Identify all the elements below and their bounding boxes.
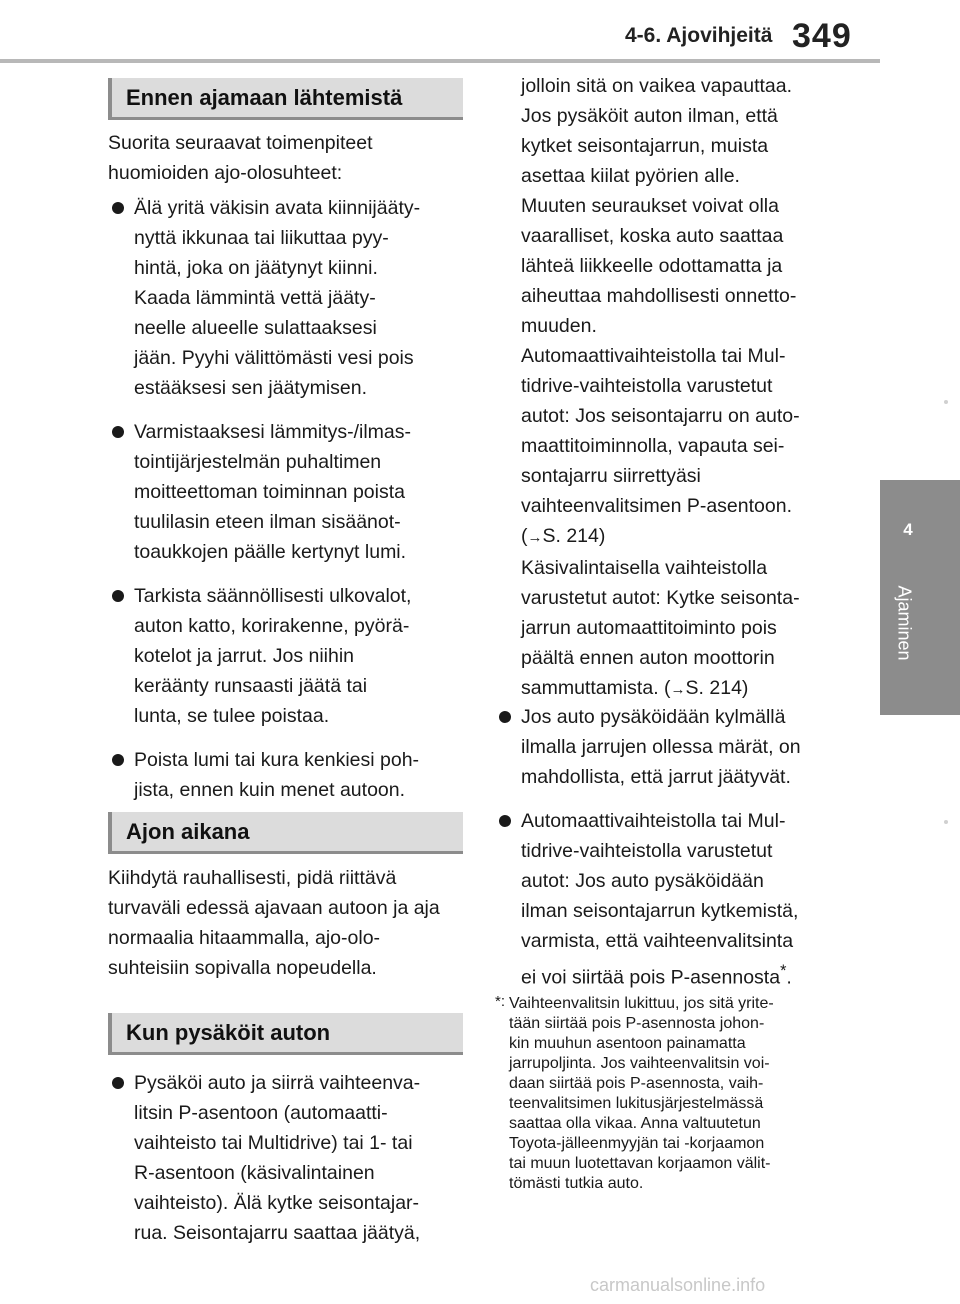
watermark: carmanualsonline.info	[590, 1275, 766, 1295]
list-item: Automaattivaihteistolla tai Mul- tidrive-vaihteistolla varustetut autot: Jos auto pysäköidään ilman seisontajarrun kytkemistä, varmista, että vaihteenvalitsinta ei voi siirtää pois P-asennosta*.	[495, 806, 850, 993]
list-item: Varmistaaksesi lämmitys-/ilmas- tointijärjestelmän puhaltimen moitteettoman toiminnan poista tuulilasin eteen ilman sisäänot- toaukkojen päälle kertynyt lumi.	[108, 417, 468, 567]
intro-text: Suorita seuraavat toimenpiteet huomioiden ajo-olosuhteet:	[108, 132, 373, 184]
bullet-dot	[112, 202, 124, 214]
footnote-text: Vaihteenvalitsin lukittuu, jos sitä yrite- tään siirtää pois P-asennosta johon- kin muuhun asentoon painamatta jarrupoljinta. Jos vaihteenvalitsin voi- daan siirtää pois P-asennosta, vaih- teenvalitsimen lukitusjärjestelmässä saattaa olla vikaa. Anna valtuutetun Toyota-jälleenmyyjän tai -korjaamon tai muun luotettavan korjaamon välit- tömästi tutkia auto.	[509, 995, 774, 1192]
list-item: Pysäköi auto ja siirrä vaihteenva- litsin P-asentoon (automaatti- vaihteisto tai Multidrive) tai 1- tai R-asentoon (käsivalintainen vaihteisto). Älä kytke seisontajar- rua. Seisontajarru saattaa jäätyä,	[108, 1068, 468, 1248]
side-tick	[944, 400, 948, 404]
bullet-dot	[499, 815, 511, 827]
header-section: 4-6. Ajovihjeitä	[625, 24, 773, 47]
chapter-label: Ajaminen	[894, 585, 915, 661]
bullet-dot	[499, 711, 511, 723]
parking-list	[108, 1068, 468, 1262]
chapter-side-tab	[880, 480, 960, 715]
arrow-right-icon: →	[527, 529, 543, 546]
header-rule	[0, 59, 880, 63]
footnote-marker: *:	[495, 993, 506, 1010]
section-heading-before-driving: Ennen ajamaan lähtemistä	[108, 78, 463, 120]
section-heading-parking: Kun pysäköit auton	[108, 1013, 463, 1055]
bullet-dot	[112, 754, 124, 766]
side-tick	[944, 820, 948, 824]
parking-continued-text: jolloin sitä on vaikea vapauttaa. Jos pysäköit auton ilman, että kytket seisontajarrun, muista asettaa kiilat pyörien alle. Muuten seuraukset voivat olla vaaralliset, koska auto saattaa lähteä liikkeelle odottamatta ja aiheuttaa mahdollisesti onnetto- muuden. Automaattivaihteistolla tai Mul- tidrive-vaihteistolla varustetut autot: Jos seisontajarru on auto- maattitoiminnolla, vapauta sei- sontajarru siirrettyäsi vaihteenvalitsimen P-asentoon. (→S. 214) Käsivalintaisella vaihteistolla varustetut autot: Kytke seisonta- jarrun automaattitoiminto pois päältä ennen auton moottorin sammuttamista. (→S. 214)	[521, 75, 800, 699]
list-item: Poista lumi tai kura kenkiesi poh- jista, ennen kuin menet autoon.	[108, 745, 468, 805]
driving-text: Kiihdytä rauhallisesti, pidä riittävä turvaväli edessä ajavaan autoon ja aja normaalia hitaammalla, ajo-olo-suhteisiin sopivalla nopeudella.	[108, 867, 440, 979]
parking-list-continued	[495, 702, 850, 1007]
chapter-number: 4	[903, 520, 913, 539]
list-item: Tarkista säännöllisesti ulkovalot, auton katto, korirakenne, pyörä- kotelot ja jarrut. Jos niihin keräänty runsaasti jäätä tai lunta, se tulee poistaa.	[108, 581, 468, 731]
before-driving-list	[108, 193, 468, 819]
arrow-right-icon: →	[670, 681, 686, 698]
page-reference-link[interactable]: S. 214)	[542, 525, 606, 547]
page-reference-link[interactable]: S. 214)	[685, 677, 749, 699]
bullet-dot	[112, 426, 124, 438]
bullet-dot	[112, 1077, 124, 1089]
list-item: Älä yritä väkisin avata kiinnijääty- nyttä ikkunaa tai liikuttaa pyy- hintä, joka on jäätynyt kiinni. Kaada lämmintä vettä jääty- neelle alueelle sulattaaksesi jään. Pyyhi välittömästi vesi pois estääksesi sen jäätymisen.	[108, 193, 468, 403]
list-item: Jos auto pysäköidään kylmällä ilmalla jarrujen ollessa märät, on mahdollista, että jarrut jäätyvät.	[495, 702, 850, 792]
section-heading-driving: Ajon aikana	[108, 812, 463, 854]
page-number: 349	[792, 17, 852, 55]
footnote	[495, 994, 850, 1194]
bullet-dot	[112, 590, 124, 602]
footnote-star: *	[780, 962, 787, 980]
